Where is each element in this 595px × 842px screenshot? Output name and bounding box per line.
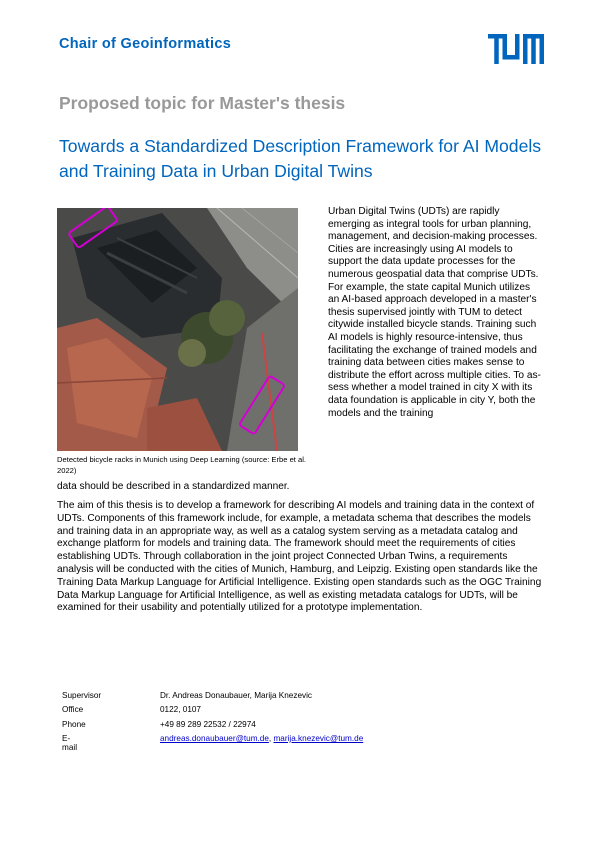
email-separator: ,: [268, 733, 272, 743]
supervisor-label: Supervisor: [62, 691, 102, 700]
paragraph-aim: The aim of this thesis is to develop a framework for describing AI models and training data in the context of UDTs. Components of this framework include, for example, a metadata schema that describes the models and training data in an appropriate way, as well as a catalog system serving as a metadata catalog and exchange platform for models and training data. The framework should meet the requirements of cities establishing UDTs. Through collaboration in the joint project Connected Urban Twins, a requirements analysis will be conducted with the cities of Munich, Hamburg, and Leipzig. Existing open standards like the Training Data Markup Language for Artificial Intelligence. Existing open standards such as the OGC Training Data Markup Language for Artificial Intelligence, as well as existing metadata catalogs for UDTs, will be examined for their usability and potentially utilized for a prototype implementation.: [57, 500, 542, 614]
proposed-topic-label: Proposed topic for Master's thesis: [59, 93, 346, 113]
email-label: E-mail: [62, 733, 78, 752]
tum-logo-icon: [488, 34, 544, 64]
email-link-knezevic[interactable]: marija.knezevic@tum.de: [273, 733, 364, 743]
office-value: 0122, 0107: [160, 705, 201, 715]
email-values: [160, 734, 363, 743]
paragraph-intro-tail: data should be described in a standardized manner.: [57, 481, 290, 492]
phone-value: +49 89 289 22532 / 22974: [160, 719, 256, 729]
phone-label: Phone: [62, 719, 86, 729]
office-label: Office: [62, 705, 84, 715]
aerial-photo-bicycle-racks: [57, 208, 298, 451]
aerial-photo: [57, 208, 298, 451]
figure-caption: Detected bicycle racks in Munich using Deep Learning (source: Erbe et al. 2022): [57, 455, 307, 475]
supervisor-value: Dr. Andreas Donaubauer, Marija Knezevic: [160, 691, 313, 700]
chair-name: Chair of Geoinformatics: [59, 36, 232, 52]
thesis-title: Towards a Standardized Description Framework for AI Models and Training Data in Urban Digital Twins: [59, 136, 542, 181]
email-link-donaubauer[interactable]: andreas.donaubauer@tum.de: [160, 733, 269, 743]
paragraph-intro: Urban Digital Twins (UDTs) are rapidly emerging as integral tools for urban planning, management, and decision-making processes. Cities are increasingly using AI models to support the data update processes for the numerous geospatial data that comprise UDTs. For example, the state capital Munich utilizes an AI-based approach developed in a master's thesis supervised jointly with TUM to detect citywide installed bicycle stands. Training such AI models is highly resource-intensive, thus facilitating the exchange of trained models and training data between cities makes sense to distribute the effort across multiple cities. To assess whether a model trained in city X with its data foundation is applicable in city Y, both the models and the training: [328, 206, 541, 419]
